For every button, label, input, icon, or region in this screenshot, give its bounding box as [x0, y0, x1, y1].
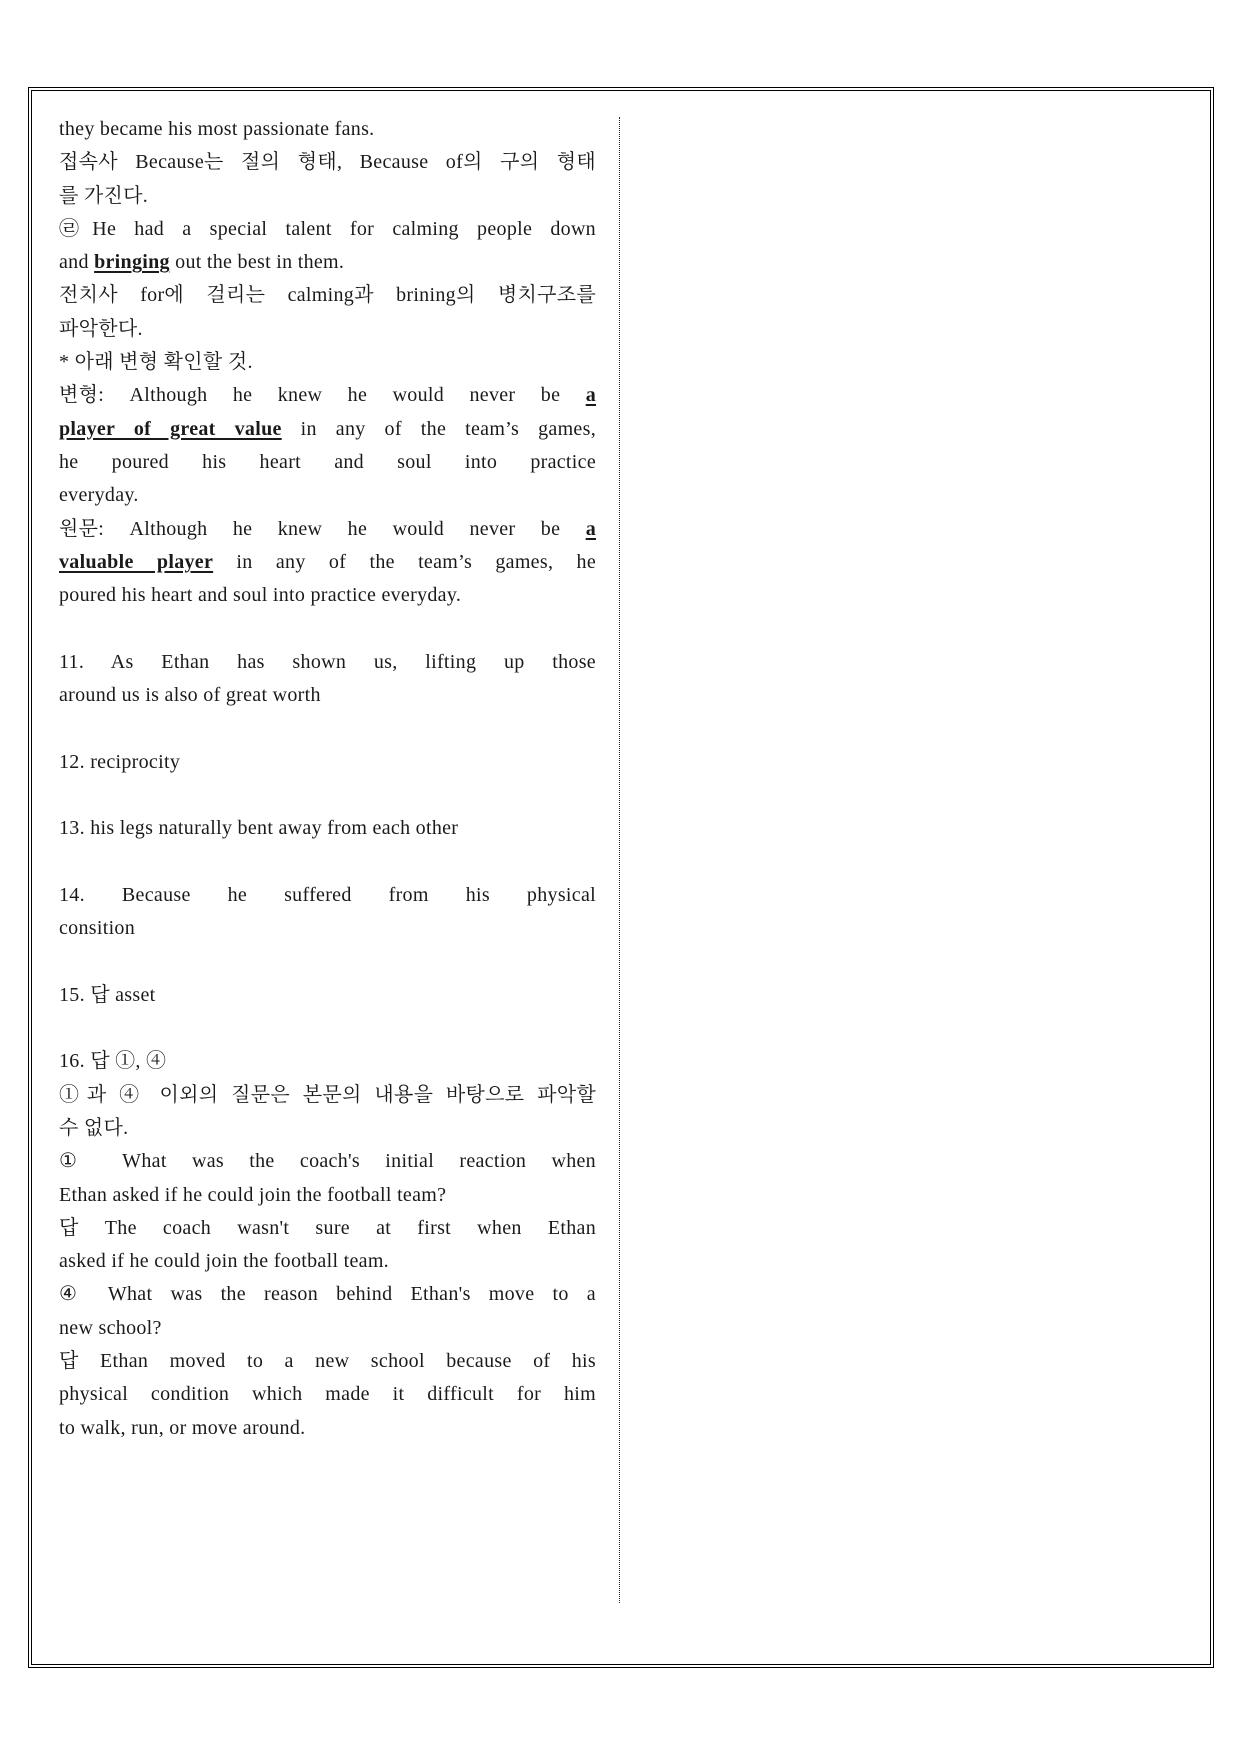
text-line	[59, 1079, 596, 1112]
text-line	[59, 546, 596, 579]
text-line	[59, 1278, 596, 1311]
blank-line	[59, 612, 596, 645]
text-segment: in any of the team’s games,	[281, 417, 596, 440]
text-line	[59, 1045, 596, 1078]
emphasized-phrase: a	[585, 517, 596, 540]
left-column	[59, 113, 596, 1445]
text-line	[59, 446, 596, 479]
text-segment: * 아래 변형 확인할 것.	[59, 351, 253, 374]
text-line	[59, 812, 596, 845]
text-segment: 답 The coach wasn't sure at first when Ethan	[59, 1216, 596, 1239]
emphasized-phrase: player of great value	[59, 417, 282, 440]
text-segment: 16. 답 ①, ④	[59, 1050, 167, 1073]
text-segment: and	[59, 251, 95, 274]
text-segment: physical condition which made it difficult for him	[59, 1383, 596, 1406]
text-line	[59, 679, 596, 712]
text-segment: consition	[59, 917, 136, 940]
text-segment: 답 Ethan moved to a new school because of his	[59, 1349, 596, 1372]
blank-line	[59, 846, 596, 879]
text-segment: 12. reciprocity	[59, 750, 181, 773]
column-divider	[619, 117, 620, 1603]
text-line	[59, 646, 596, 679]
text-segment: ④ What was the reason behind Ethan's move to a	[59, 1283, 596, 1306]
text-line	[59, 180, 596, 213]
text-line	[59, 1312, 596, 1345]
text-line	[59, 413, 596, 446]
text-segment: to walk, run, or move around.	[59, 1416, 306, 1439]
text-line	[59, 879, 596, 912]
emphasized-phrase: a	[585, 384, 596, 407]
text-line	[59, 912, 596, 945]
blank-line	[59, 945, 596, 978]
text-segment: 11. As Ethan has shown us, lifting up those	[59, 650, 596, 673]
text-segment: 변형: Although he knew he would never be	[59, 384, 586, 407]
text-line	[59, 246, 596, 279]
text-segment: asked if he could join the football team.	[59, 1250, 389, 1273]
text-line	[59, 213, 596, 246]
emphasized-phrase: valuable player	[59, 550, 214, 573]
text-segment: ①과 ④ 이외의 질문은 본문의 내용을 바탕으로 파악할	[59, 1083, 596, 1106]
text-line	[59, 513, 596, 546]
text-line	[59, 279, 596, 312]
text-segment: 15. 답 asset	[59, 983, 156, 1006]
text-line	[59, 979, 596, 1012]
text-segment: poured his heart and soul into practice everyday.	[59, 584, 462, 607]
text-segment: 수 없다.	[59, 1116, 129, 1139]
text-segment: 원문: Although he knew he would never be	[59, 517, 586, 540]
text-segment: around us is also of great worth	[59, 684, 321, 707]
text-segment: 파악한다.	[59, 317, 143, 340]
text-line	[59, 346, 596, 379]
text-segment: Ethan asked if he could join the football team?	[59, 1183, 447, 1206]
text-segment: out the best in them.	[169, 251, 345, 274]
text-segment: ① What was the coach's initial reaction when	[59, 1150, 596, 1173]
blank-line	[59, 1012, 596, 1045]
text-line	[59, 1212, 596, 1245]
text-line	[59, 1112, 596, 1145]
text-segment: new school?	[59, 1316, 162, 1339]
text-line	[59, 746, 596, 779]
text-line	[59, 1345, 596, 1378]
text-line	[59, 313, 596, 346]
text-segment: they became his most passionate fans.	[59, 118, 375, 140]
text-line	[59, 1179, 596, 1212]
emphasized-phrase: bringing	[94, 251, 170, 274]
text-line	[59, 1412, 596, 1445]
text-segment: 접속사 Because는 절의 형태, Because of의 구의 형태	[59, 151, 596, 174]
text-segment: in any of the team’s games, he	[213, 550, 596, 573]
blank-line	[59, 779, 596, 812]
text-segment: everyday.	[59, 484, 139, 507]
text-line	[59, 1378, 596, 1411]
text-segment: 13. his legs naturally bent away from each other	[59, 817, 459, 840]
text-line	[59, 146, 596, 179]
text-line	[59, 479, 596, 512]
text-segment: he poured his heart and soul into practice	[59, 450, 596, 473]
text-line	[59, 1245, 596, 1278]
text-line	[59, 1145, 596, 1178]
text-segment: 를 가진다.	[59, 184, 149, 207]
text-line	[59, 379, 596, 412]
text-segment: ㉣He had a special talent for calming people down	[59, 217, 596, 240]
text-segment: 14. Because he suffered from his physical	[59, 883, 596, 906]
text-line	[59, 579, 596, 612]
blank-line	[59, 712, 596, 745]
text-line	[59, 113, 596, 146]
text-segment: 전치사 for에 걸리는 calming과 brining의 병치구조를	[59, 284, 596, 307]
